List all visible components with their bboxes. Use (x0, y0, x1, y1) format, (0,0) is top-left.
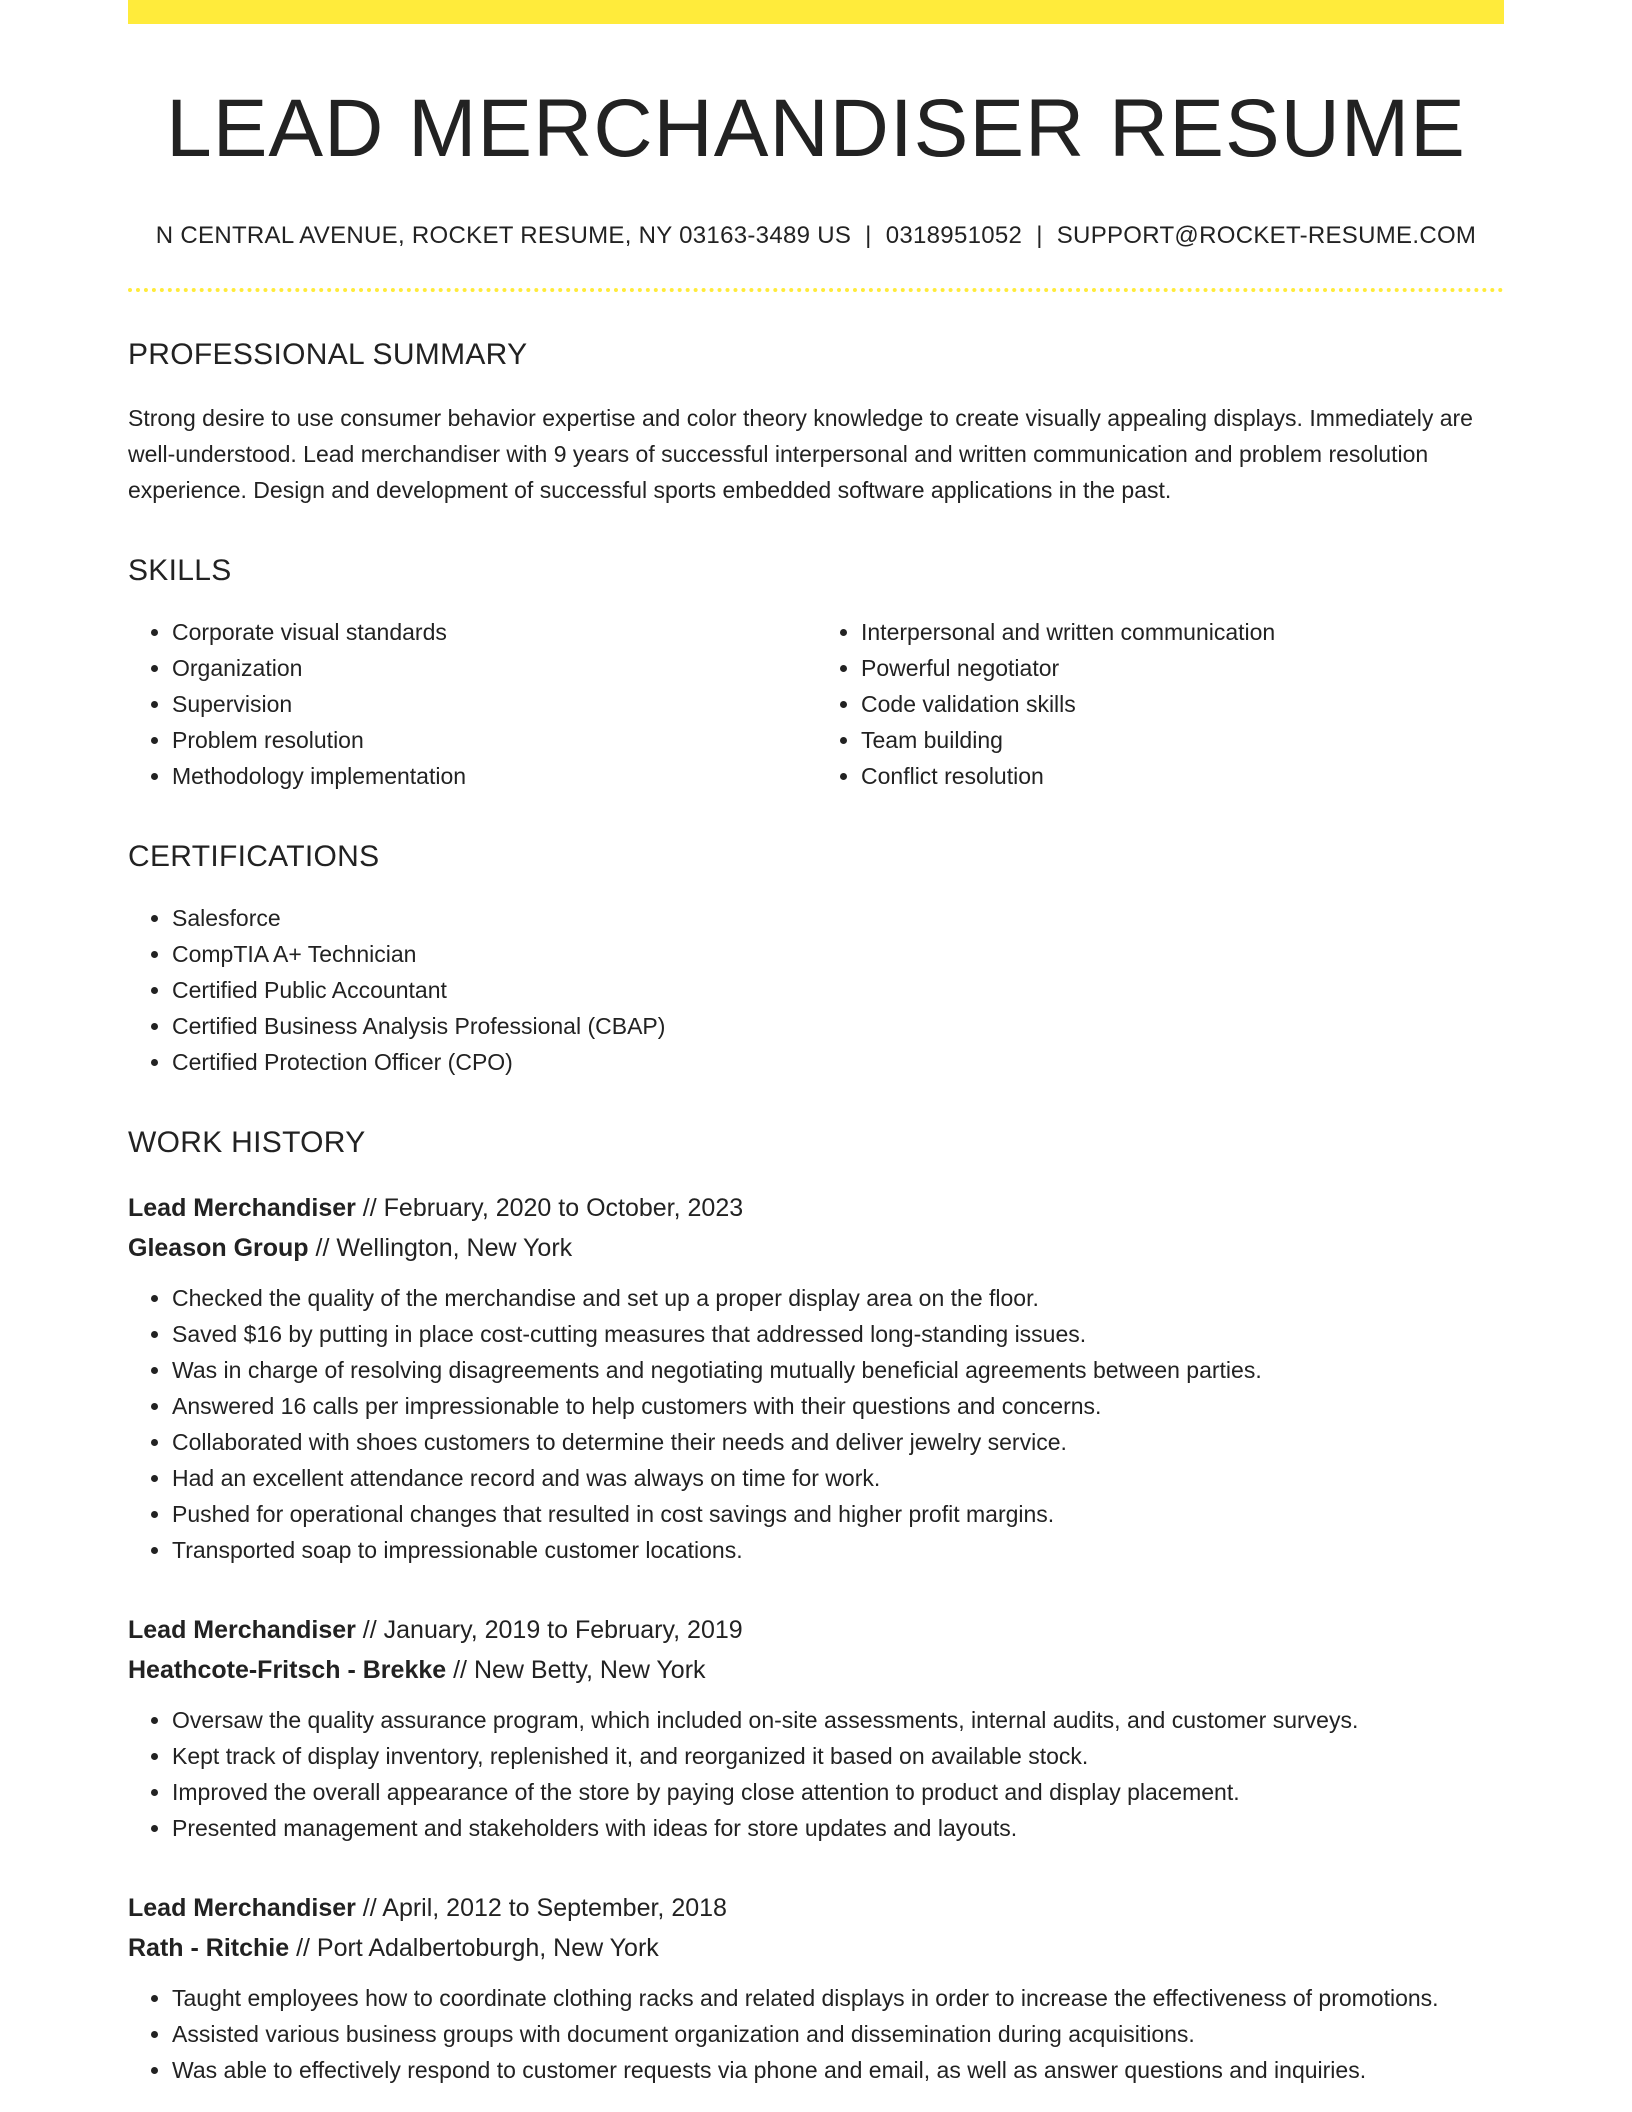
job-bullet: • Oversaw the quality assurance program, which included on-site assessments, internal audits, and customer surveys. (172, 1702, 1504, 1738)
job-entry (128, 1188, 1504, 1568)
job-bullet: • Was able to effectively respond to customer requests via phone and email, as well as answer questions and inquiries. (172, 2052, 1504, 2088)
contact-address: N CENTRAL AVENUE, ROCKET RESUME, NY 03163-3489 US (155, 222, 852, 250)
job-dates: // April, 2012 to September, 2018 (355, 1894, 727, 1923)
job-bullet: • Improved the overall appearance of the store by paying close attention to product and display placement. (172, 1774, 1504, 1810)
skill-item: • Code validation skills (861, 686, 1504, 722)
job-role: Lead Merchandiser (128, 1894, 356, 1923)
job-bullet: • Presented management and stakeholders with ideas for store updates and layouts. (172, 1810, 1504, 1846)
page-title: LEAD MERCHANDISER RESUME (166, 83, 1466, 174)
job-location: // New Betty, New York (446, 1656, 706, 1685)
job-location: // Port Adalbertoburgh, New York (289, 1934, 659, 1963)
job-bullet: • Kept track of display inventory, replenished it, and reorganized it based on available stock. (172, 1738, 1504, 1774)
job-bullet: • Was in charge of resolving disagreements and negotiating mutually beneficial agreements between parties. (172, 1352, 1504, 1388)
top-accent-bar (128, 0, 1504, 24)
section-heading: WORK HISTORY (128, 1126, 366, 1160)
job-bullets (128, 1702, 1504, 1846)
job-title-line (128, 1188, 1504, 1228)
contact-line (128, 222, 1504, 250)
certifications-section (128, 840, 1504, 1080)
contact-separator: | (1036, 222, 1043, 250)
summary-text: Strong desire to use consumer behavior expertise and color theory knowledge to create visually appealing displays. Immediately are well-understood. Lead merchandiser with 9 years of successful interpersonal and written communication and problem resolution experience. Design and development of successful sports embedded software applications in the past. (128, 405, 1473, 504)
job-company-line (128, 1228, 1504, 1268)
skill-item: • Problem resolution (172, 722, 815, 758)
section-heading: SKILLS (128, 554, 232, 588)
job-bullet: • Pushed for operational changes that resulted in cost savings and higher profit margins. (172, 1496, 1504, 1532)
contact-email: SUPPORT@ROCKET-RESUME.COM (1056, 222, 1477, 250)
job-bullet: • Transported soap to impressionable customer locations. (172, 1532, 1504, 1568)
job-bullets (128, 1980, 1504, 2088)
job-title-line (128, 1610, 1504, 1650)
skill-item: • Interpersonal and written communication (861, 614, 1504, 650)
skills-list-left (128, 614, 815, 794)
job-bullet: • Had an excellent attendance record and was always on time for work. (172, 1460, 1504, 1496)
job-bullets (128, 1280, 1504, 1568)
certification-item: • Salesforce (172, 900, 1504, 936)
resume-page (128, 0, 1504, 2088)
skill-item: • Corporate visual standards (172, 614, 815, 650)
job-bullet: • Answered 16 calls per impressionable to help customers with their questions and concerns. (172, 1388, 1504, 1424)
job-role: Lead Merchandiser (128, 1616, 356, 1645)
job-bullet: • Checked the quality of the merchandise and set up a proper display area on the floor. (172, 1280, 1504, 1316)
job-dates: // February, 2020 to October, 2023 (355, 1194, 744, 1223)
contact-separator: | (865, 222, 872, 250)
job-company: Rath - Ritchie (128, 1934, 290, 1963)
dotted-divider (128, 288, 1504, 292)
skill-item: • Supervision (172, 686, 815, 722)
job-bullet: • Assisted various business groups with document organization and dissemination during acquisitions. (172, 2016, 1504, 2052)
contact-phone: 0318951052 (885, 222, 1023, 250)
section-heading: CERTIFICATIONS (128, 840, 380, 874)
certification-item: • Certified Public Accountant (172, 972, 1504, 1008)
certifications-list (128, 900, 1504, 1080)
job-bullet: • Collaborated with shoes customers to determine their needs and deliver jewelry service. (172, 1424, 1504, 1460)
job-bullet: • Taught employees how to coordinate clothing racks and related displays in order to increase the effectiveness of promotions. (172, 1980, 1504, 2016)
skill-item: • Team building (861, 722, 1504, 758)
section-heading: PROFESSIONAL SUMMARY (128, 338, 528, 372)
certification-item: • Certified Business Analysis Professional (CBAP) (172, 1008, 1504, 1044)
job-entry (128, 1610, 1504, 1846)
skill-item: • Powerful negotiator (861, 650, 1504, 686)
certification-item: • CompTIA A+ Technician (172, 936, 1504, 972)
skill-item: • Organization (172, 650, 815, 686)
certification-item: • Certified Protection Officer (CPO) (172, 1044, 1504, 1080)
job-company: Gleason Group (128, 1234, 309, 1263)
job-entry (128, 1888, 1504, 2088)
job-role: Lead Merchandiser (128, 1194, 356, 1223)
job-company: Heathcote-Fritsch - Brekke (128, 1656, 447, 1685)
skill-item: • Methodology implementation (172, 758, 815, 794)
skill-item: • Conflict resolution (861, 758, 1504, 794)
job-title-line (128, 1888, 1504, 1928)
skills-section (128, 554, 1504, 794)
skills-grid (128, 614, 1504, 794)
job-location: // Wellington, New York (308, 1234, 573, 1263)
job-company-line (128, 1650, 1504, 1690)
professional-summary-section (128, 338, 1504, 508)
job-bullet: • Saved $16 by putting in place cost-cutting measures that addressed long-standing issues. (172, 1316, 1504, 1352)
work-history-section (128, 1126, 1504, 2088)
job-dates: // January, 2019 to February, 2019 (355, 1616, 743, 1645)
job-company-line (128, 1928, 1504, 1968)
skills-list-right (815, 614, 1504, 794)
